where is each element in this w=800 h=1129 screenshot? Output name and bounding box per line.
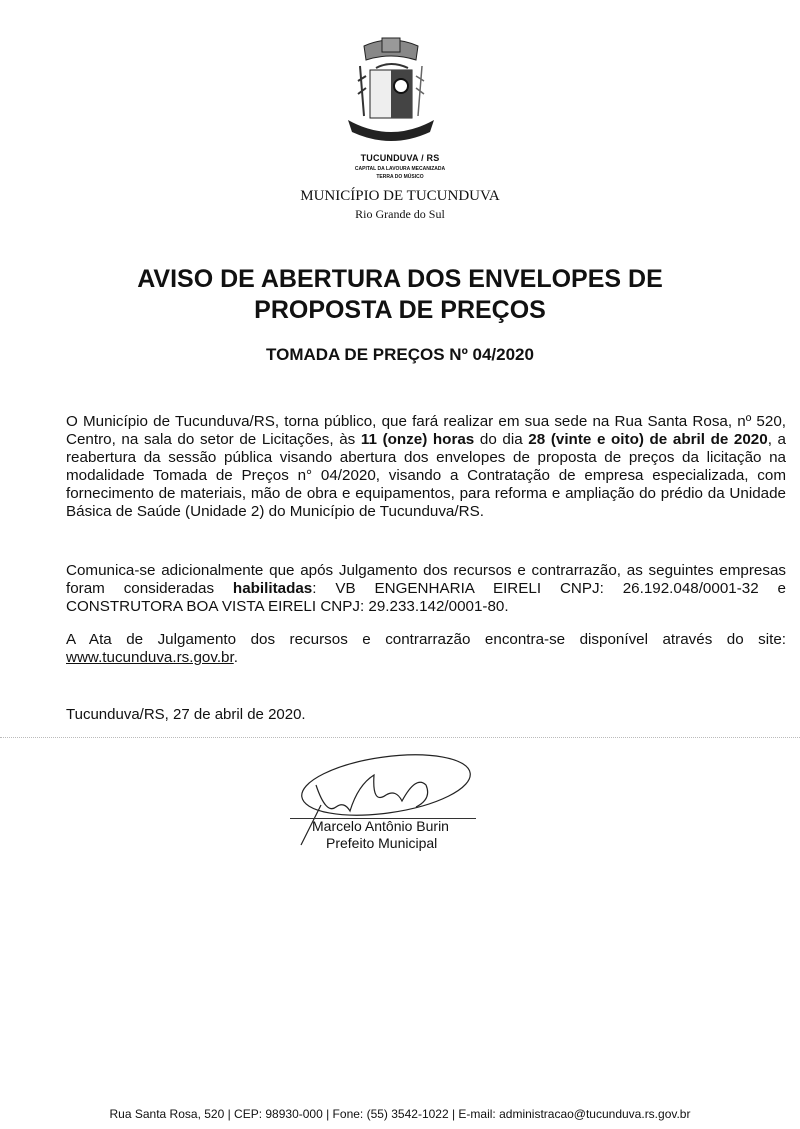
date-bold: 28 (vinte e oito) de abril de 2020 [528,431,768,448]
paragraph-minutes [66,631,786,667]
text: , a reabertura da sessão pública visando abertura dos envelopes de proposta de preços da licitação na modalidade Tomada de Preços n° 04/2020, visando a Contratação de empresa especializada, com fornecimento de materiais, mão de obra e equipamentos, para reforma e ampliação do prédio da Unidade Básica de Saúde (Unidade 2) do Município de Tucunduva/RS. [66,431,786,520]
text: do dia [474,431,529,448]
document-title [0,264,800,326]
title-line-1: AVISO DE ABERTURA DOS ENVELOPES DE [137,265,663,293]
time-bold: 11 (onze) horas [360,431,475,448]
municipality-name: MUNICÍPIO DE TUCUNDUVA [300,188,500,204]
text: Comunica-se adicionalmente que após Julgamento dos recursos e contrarrazão, as seguintes empresas foram consideradas [66,562,786,597]
date-line: Tucunduva/RS, 27 de abril de 2020. [66,706,306,723]
org-tagline-2: TERRA DO MÚSICO [376,174,424,180]
org-name: TUCUNDUVA / RS [360,153,440,163]
text: : VB ENGENHARIA EIRELI CNPJ: 26.192.048/0001-32 e CONSTRUTORA BOA VISTA EIRELI CNPJ: 29.233.142/0001-80. [66,580,786,615]
paragraph-announcement [66,413,786,521]
title-line-2: PROPOSTA DE PREÇOS [254,296,546,324]
divider [0,737,800,738]
text: . [233,649,238,666]
text: O Município de Tucunduva/RS, torna público, que fará realizar em sua sede na Rua Santa Rosa, nº 520, Centro, na sala do setor de Licitações, às [66,413,786,448]
text: A Ata de Julgamento dos recursos e contrarrazão encontra-se disponível através do site: [66,631,786,648]
signer-name: Marcelo Antônio Burin [312,818,449,834]
state-name: Rio Grande do Sul [355,207,445,221]
signer-role: Prefeito Municipal [326,835,438,851]
org-tagline-1: CAPITAL DA LAVOURA MECANIZADA [354,166,446,172]
document-subtitle: TOMADA DE PREÇOS Nº 04/2020 [266,345,534,364]
qualified-bold: habilitadas [232,580,313,597]
coat-of-arms-icon [336,36,446,146]
footer-contact: Rua Santa Rosa, 520 | CEP: 98930-000 | Fone: (55) 3542-1022 | E-mail: administracao@tucunduva.rs.gov.br [109,1107,691,1121]
paragraph-qualified-companies [66,562,786,616]
website-link[interactable]: www.tucunduva.rs.gov.br [66,649,234,666]
